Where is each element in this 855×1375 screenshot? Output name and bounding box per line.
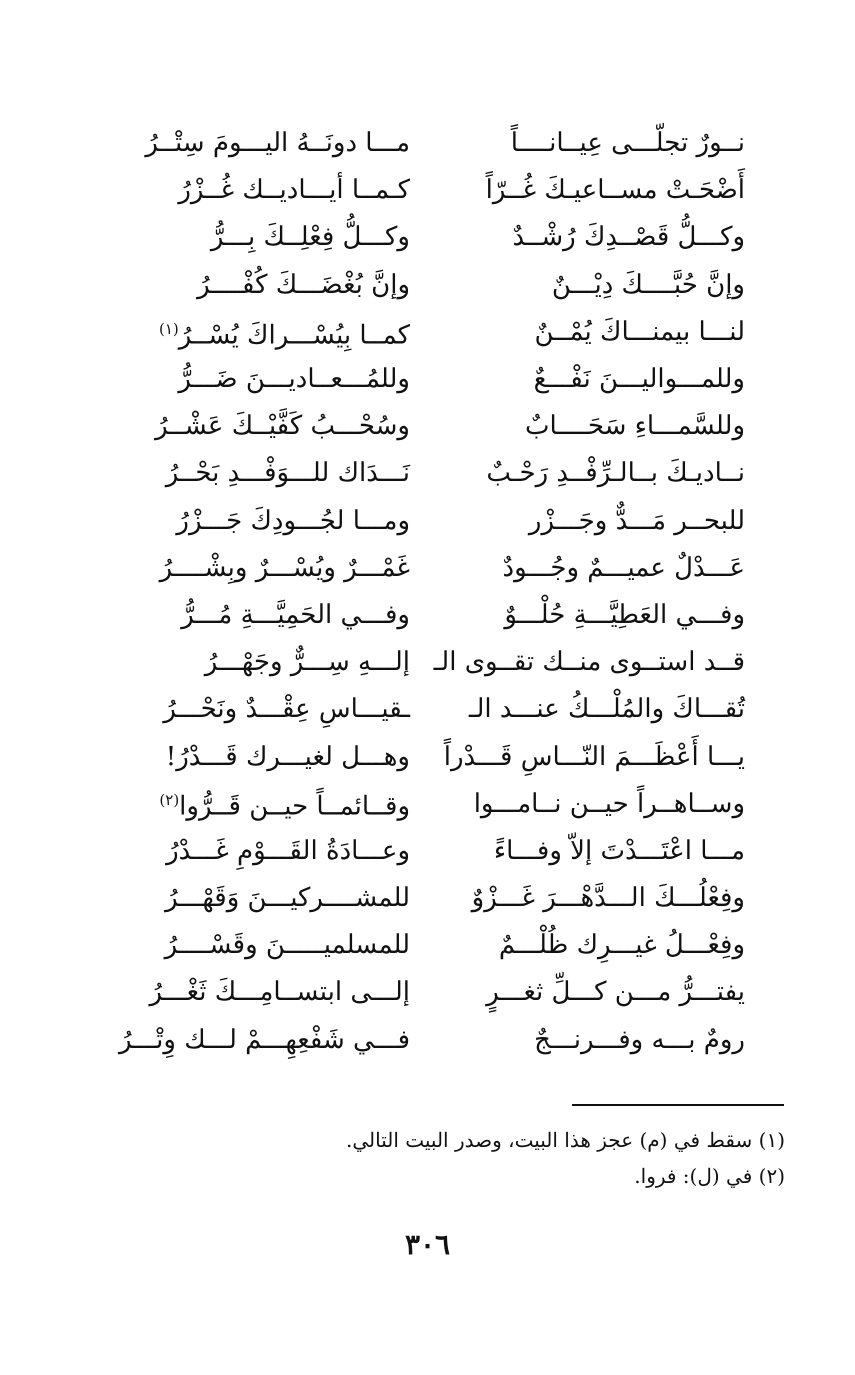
verse-second-hemistich: وسُحْـــبُ كَفَّيْــكَ عَشْــرُ <box>155 411 410 442</box>
verse-first-hemistich: نــورٌ تجلّـــى عِيــانــــاً <box>510 128 745 159</box>
footnotes <box>110 1122 785 1194</box>
verse <box>110 592 745 639</box>
page-number: ٣٠٦ <box>404 1228 451 1261</box>
verse <box>110 922 745 969</box>
verse <box>110 120 745 167</box>
verse-second-hemistich: وعـــادَةُ القَـــوْمِ غَـــدْرُ <box>166 835 410 866</box>
verse-first-hemistich: قــد استــوى منــك تقــوى الـ <box>433 647 745 678</box>
footnote: (٢) في (ل): فروا. <box>634 1164 785 1188</box>
verse <box>110 356 745 403</box>
verse <box>110 1017 745 1064</box>
verse-second-hemistich: وللمُـــعــاديـــنَ ضَـــرُّ <box>178 364 410 395</box>
verse-second-hemistich: ـقيـــاسِ عِقْـــدٌ ونَحْـــرُ <box>163 694 410 725</box>
verse <box>110 214 745 261</box>
verse-second-hemistich: وإنَّ بُغْضَـــكَ كُفْــــرُ <box>197 269 410 300</box>
verse <box>110 309 745 356</box>
verse-second-hemistich: للمسلميـــــنَ وقَسْــــرُ <box>164 930 410 961</box>
verse <box>110 262 745 309</box>
verse <box>110 686 745 733</box>
verse-first-hemistich: وســاهــراً حيــن نــامـــوا <box>473 788 745 819</box>
verse <box>110 733 745 780</box>
verse-second-hemistich: للمشــــركيـــنَ وَقَهْـــرُ <box>165 883 410 914</box>
verse-first-hemistich: عَـــدْلٌ عميـــمٌ وجُـــودٌ <box>502 552 745 583</box>
verse <box>110 450 745 497</box>
verse <box>110 828 745 875</box>
verse-first-hemistich: وفـــي العَطِيَّـــةِ حُلْـــوٌ <box>504 599 745 630</box>
verse-first-hemistich: وللمـــواليـــنَ نَفْـــعٌ <box>533 364 745 395</box>
verse <box>110 403 745 450</box>
verse <box>110 167 745 214</box>
verse-second-hemistich: إلـــهِ سِـــرٌّ وجَهْـــرُ <box>204 647 410 678</box>
verse-first-hemistich: وفِعْـــلُ غيـــرِك ظُلْـــمٌ <box>498 930 745 961</box>
verse-first-hemistich: وكـــلُّ قَصْــدِكَ رُشْــدٌ <box>512 222 745 253</box>
verse <box>110 639 745 686</box>
verse-first-hemistich: للبحــر مَـــدٌّ وجَـــزْر <box>528 505 745 536</box>
verse-first-hemistich: وللسَّمـــاءِ سَحَــــابٌ <box>524 411 745 442</box>
verse-second-hemistich: مـــا دونَــهُ اليـــومَ سِتْــرُ <box>145 128 410 159</box>
verse <box>110 545 745 592</box>
verse-second-text: وقــائمــاً حيــن قَــرُّوا <box>179 792 410 823</box>
verse-second-hemistich <box>110 777 410 831</box>
verse-second-hemistich: نَـــدَاك للـــوَفْـــدِ بَحْــرُ <box>165 458 410 489</box>
footnote-marker: (١) <box>158 319 179 338</box>
verse-first-hemistich: تُقـــاكَ والمُلْـــكُ عنـــد الـ <box>468 694 745 725</box>
verse-first-hemistich: رومٌ بـــه وفـــرنـــجٌ <box>534 1024 745 1055</box>
poem <box>110 120 745 1064</box>
verse-second-hemistich: كـمــا أيـــاديــك غُــزْرُ <box>178 175 410 206</box>
verse-first-hemistich: وإنَّ حُبَّــــكَ دِيْـــنٌ <box>551 269 745 300</box>
verse-first-hemistich: يـــا أَعْظَـــمَ النّـــاسِ قَـــدْراً <box>443 741 745 772</box>
verse-second-hemistich: وفـــي الحَمِيَّـــةِ مُـــرُّ <box>181 599 410 630</box>
verse <box>110 875 745 922</box>
verse <box>110 781 745 828</box>
verse-second-hemistich: إلـــى ابتســامِـــكَ ثَغْـــرُ <box>149 977 410 1008</box>
footnote: (١) سقط في (م) عجز هذا البيت، وصدر البيت التالي. <box>345 1128 785 1152</box>
verse <box>110 498 745 545</box>
footnote-marker: (٢) <box>159 791 180 810</box>
verse-second-hemistich: وكـــلُّ فِعْلِــكَ بِـــرُّ <box>210 222 410 253</box>
verse-second-hemistich: غَمْـــرٌ ويُسْـــرٌ وبِشْــــرُ <box>159 552 410 583</box>
verse-first-hemistich: يفتـــرُّ مـــن كـــلِّ ثغـــرٍ <box>486 977 745 1008</box>
verse-second-hemistich: فـــي شَفْعِهِـــمْ لـــك وِتْـــرُ <box>118 1024 410 1055</box>
footnote-separator <box>572 1104 784 1106</box>
verse-first-hemistich: نــاديـكَ بــالـرِّفْــدِ رَحْـبٌ <box>486 458 745 489</box>
verse-second-hemistich: وهـــل لغيـــرك قَـــدْرُ! <box>165 741 410 772</box>
verse-first-hemistich: أَضْحَـتْ مســاعيـكَ غُــرّاً <box>485 175 745 206</box>
verse-second-text: كمــا بِيُسْـــراكَ يُسْــرُ <box>178 320 410 351</box>
verse-second-hemistich: ومـــا لجُـــودِكَ جَـــزْرُ <box>176 505 410 536</box>
verse-second-hemistich <box>110 306 410 360</box>
verse-first-hemistich: وفِعْلُـــكَ الـــدَّهْـــرَ غَـــزْوٌ <box>471 883 745 914</box>
verse <box>110 969 745 1016</box>
verse-first-hemistich: مـــا اعْتَـــدْتَ إلاّ وفـــاءً <box>493 835 745 866</box>
verse-first-hemistich: لنـــا بيمنـــاكَ يُمْــنٌ <box>534 316 745 347</box>
